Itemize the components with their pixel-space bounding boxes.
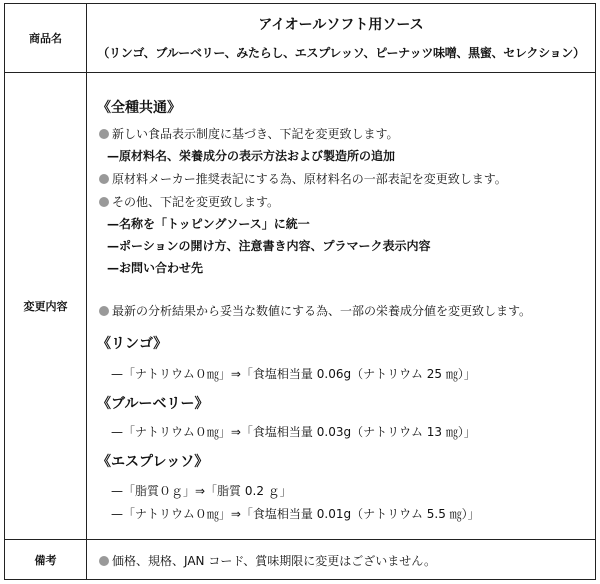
changes-cell bbox=[87, 73, 595, 539]
espresso-line-1: —「脂質０ｇ」⇒「脂質 0.2 ｇ」 bbox=[111, 484, 292, 498]
bullet-icon bbox=[99, 197, 109, 207]
changes-label: 変更内容 bbox=[5, 73, 87, 539]
bullet-icon bbox=[99, 129, 109, 139]
common-heading: 《全種共通》 bbox=[97, 100, 181, 116]
common-item-2: 原材料メーカー推奨表記にする為、原材料名の一部表記を変更致します。 bbox=[99, 170, 507, 187]
espresso-heading: 《エスプレッソ》 bbox=[97, 454, 209, 470]
remarks-row bbox=[5, 540, 595, 579]
apple-line-1: —「ナトリウム０㎎」⇒「食塩相当量 0.06g（ナトリウム 25 ㎎）」 bbox=[111, 367, 476, 381]
common-item-3-sub-2: —ポーションの開け方、注意書き内容、プラマーク表示内容 bbox=[107, 239, 431, 253]
common-item-1-sub: —原材料名、栄養成分の表示方法および製造所の追加 bbox=[107, 149, 396, 163]
bullet-icon bbox=[99, 306, 109, 316]
remarks-text: 価格、規格、JAN コード、賞味期限に変更はございません。 bbox=[99, 552, 436, 569]
common-item-3-sub-3: —お問い合わせ先 bbox=[107, 261, 204, 275]
product-title: アイオールソフト用ソース bbox=[258, 17, 424, 33]
blueberry-line-1: —「ナトリウム０㎎」⇒「食塩相当量 0.03g（ナトリウム 13 ㎎）」 bbox=[111, 425, 476, 439]
product-name-cell bbox=[87, 4, 595, 72]
common-item-3-sub-1: —名称を「トッピングソース」に統一 bbox=[107, 217, 310, 231]
product-row bbox=[5, 4, 595, 73]
espresso-line-2: —「ナトリウム０㎎」⇒「食塩相当量 0.01g（ナトリウム 5.5 ㎎）」 bbox=[111, 507, 480, 521]
blueberry-heading: 《ブルーベリー》 bbox=[97, 396, 209, 412]
apple-heading: 《リンゴ》 bbox=[97, 336, 168, 352]
product-name-label: 商品名 bbox=[5, 4, 87, 72]
product-change-table bbox=[4, 3, 596, 580]
remarks-cell bbox=[87, 540, 595, 579]
bullet-icon bbox=[99, 174, 109, 184]
changes-row bbox=[5, 73, 595, 540]
remarks-label: 備考 bbox=[5, 540, 87, 579]
bullet-icon bbox=[99, 556, 109, 566]
common-item-1: 新しい食品表示制度に基づき、下記を変更致します。 bbox=[99, 125, 399, 142]
common-item-4: 最新の分析結果から妥当な数値にする為、一部の栄養成分値を変更致します。 bbox=[99, 302, 531, 319]
product-variants: （リンゴ、ブルーベリー、みたらし、エスプレッソ、ピーナッツ味噌、黒蜜、セレクション） bbox=[97, 46, 585, 60]
common-item-3: その他、下記を変更致します。 bbox=[99, 193, 279, 210]
